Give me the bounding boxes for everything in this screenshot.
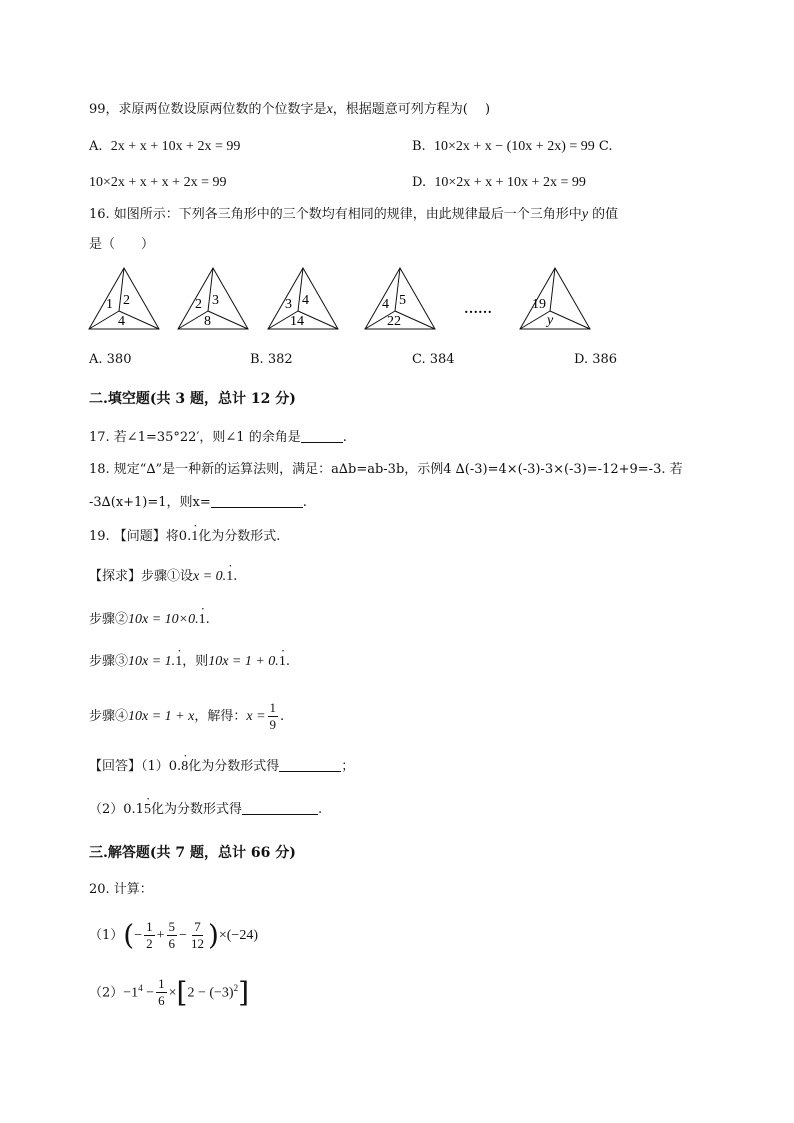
q20-part2-close-bracket: ] [238, 975, 249, 1009]
q18-line2 [89, 493, 307, 513]
q17 [89, 428, 347, 448]
q16-option-c: C. 384 [412, 352, 455, 367]
q20-part1-open-paren: ( [123, 918, 135, 952]
q20-part1: （1）(− $\frac{1}{2}$ + $\frac{5}{6}$ − $\frac{7}{12}$ )×(−24) [89, 918, 258, 952]
q20-title: 20. 计算： [89, 882, 153, 897]
q16-triangles-figure [86, 266, 606, 336]
q19-step4-den: 9 [269, 717, 277, 732]
q15-var: x [326, 102, 333, 117]
q19-step3-math-a: 10x = 1. [128, 654, 176, 669]
q19-answer1-end: 化为分数形式得 [188, 759, 280, 774]
q19-step4-fraction [268, 700, 279, 733]
q19-answer2-text: （2）0.1 [89, 802, 144, 817]
q19-step4-label: 步骤④ [89, 709, 129, 724]
triangle-2 [178, 268, 248, 329]
q15-option-b-label: B. [412, 139, 426, 154]
q20-part1-close-paren: ) [207, 918, 219, 952]
q19-step4: 步骤④10x = 1 + x，解得：x = $\frac{1}{9}$ . [89, 700, 285, 732]
q20-part1-fraction-2 [167, 919, 178, 952]
q19-step1-digit: · 1 [226, 567, 233, 587]
q15-stem-text: 99，求原两位数设原两位数的个位数字是 [89, 102, 327, 117]
q15-option-b-math: 10×2x + x − (10x + 2x) = 99 [433, 139, 595, 154]
q19-step3-math-b: 10x = 1 + 0. [208, 654, 279, 669]
q19-step2-label: 步骤② [89, 612, 129, 627]
q20-part2-inner-exp: 2 [233, 983, 239, 993]
q16-stem-line2-text: 是（ ） [89, 237, 155, 252]
triangle-2-b: 3 [212, 293, 219, 308]
q19-problem [89, 527, 280, 547]
section-3-heading: 三.解答题(共 7 题，总计 66 分) [89, 845, 296, 861]
ellipsis: …… [464, 302, 492, 317]
triangle-5 [520, 268, 590, 329]
triangle-1-c: 4 [118, 314, 125, 329]
triangle-4-b: 5 [399, 293, 406, 308]
q20-part1-label: （1） [89, 928, 124, 943]
triangle-3-c: 14 [290, 314, 304, 329]
q19-step2-digit: · 1 [199, 610, 206, 630]
q20-part2: $(2)-1^4$ − $\frac{1}{6}$ $\times[2 - (-3)^2]$ [89, 975, 249, 1009]
q20-part1-f3-den: 12 [190, 936, 204, 951]
q19-step1-math: x = 0. [193, 569, 227, 584]
q19-step3-digit-b: · 1 [279, 652, 286, 672]
q15-option-c [89, 173, 226, 193]
q19-step2: 步骤②10x = 10×0.· 1. [89, 610, 210, 630]
q15-option-a-math: 2x + x + 10x + 2x = 99 [110, 139, 241, 154]
q19-answer2-blank[interactable] [242, 800, 318, 815]
q20-part2-inner: 2 − (−3) [187, 985, 234, 1001]
q19-answer1-digit: · 8 [181, 757, 188, 777]
q18-answer-blank[interactable] [211, 493, 303, 508]
q19-step3-mid: ，则 [182, 654, 209, 669]
q20-part2-f-den: 6 [158, 993, 165, 1009]
q20-part1-f2-den: 6 [168, 936, 176, 951]
triangle-1-a: 1 [106, 297, 113, 312]
q20-part1-f1-den: 2 [146, 936, 153, 951]
q20-part1-f3-num: 7 [194, 919, 201, 934]
q15-option-a-label: A. [89, 139, 103, 154]
q15-stem-end: ，根据题意可列方程为( ) [332, 102, 491, 117]
q17-answer-blank[interactable] [301, 428, 343, 443]
q19-step1: 【探求】步骤①设x = 0.· 1. [89, 567, 237, 587]
q20-part1-f1-num: 1 [146, 919, 153, 934]
q16-var: y [581, 207, 589, 222]
q19-problem-text: 19. 【问题】将0. [89, 529, 192, 544]
triangle-3-b: 4 [302, 293, 309, 308]
q20-part1-fraction-1 [144, 919, 155, 952]
q19-answer1 [89, 757, 354, 777]
triangle-4 [365, 268, 435, 329]
q18-line1: 18. 规定“∆”是一种新的运算法则，满足：a∆b=ab-3b，示例4 ∆(-3)=4×(-3)-3×(-3)=-12+9=-3. 若 [89, 462, 683, 477]
q18-end: . [302, 495, 307, 510]
q15-option-a [89, 137, 240, 157]
q19-step4-result: x = [246, 709, 266, 724]
q15-option-c-label: C. [598, 139, 613, 154]
q20-part2-label: （2） [89, 985, 124, 1001]
triangle-3-a: 3 [285, 297, 292, 312]
q19-step2-math: 10x = 10×0. [128, 612, 199, 627]
q18-line2-text: -3∆(x+1)=1，则x= [89, 495, 211, 510]
q15-option-c-math: 10×2x + x + x + 2x = 99 [89, 175, 227, 190]
q16-stem-end: 的值 [592, 207, 619, 222]
q16-stem-line2 [89, 235, 154, 255]
q19-step3: 步骤③10x = 1.· 1，则10x = 1 + 0.· 1. [89, 652, 290, 672]
q19-answer1-text: 【回答】（1）0. [89, 759, 182, 774]
q19-step4-math: 10x = 1 + x [128, 709, 195, 724]
section-2-heading: 二.填空题(共 3 题，总计 12 分) [89, 391, 296, 407]
triangle-2-c: 8 [204, 314, 211, 329]
q19-step3-digit-a: · 1 [175, 652, 182, 672]
q16-stem [89, 205, 618, 225]
q19-answer1-tail: ； [341, 759, 355, 774]
triangle-4-a: 4 [382, 297, 389, 312]
q15-option-d [412, 173, 586, 193]
q17-end: . [342, 430, 347, 445]
q19-step4-num: 1 [269, 700, 277, 715]
q19-answer1-blank[interactable] [279, 757, 341, 772]
q20-part2-exp: 4 [138, 983, 143, 993]
q19-step4-mid: ，解得： [194, 709, 247, 724]
q16-stem-text: 16. 如图所示：下列各三角形中的三个数均有相同的规律，由此规律最后一个三角形中 [89, 207, 582, 222]
triangle-2-a: 2 [195, 297, 202, 312]
q20-part1-fraction-3 [189, 919, 206, 952]
triangle-5-a: 19 [532, 297, 546, 312]
triangle-1 [89, 268, 159, 329]
triangle-5-c: y [547, 313, 554, 328]
q19-answer2 [89, 800, 322, 820]
q19-repeating-digit: · 1 [191, 527, 198, 547]
q16-option-b: B. 382 [250, 352, 293, 367]
triangle-4-c: 22 [387, 314, 401, 329]
q20-part1-f2-num: 5 [168, 919, 176, 934]
q16-option-a: A. 380 [89, 352, 132, 367]
q15-option-d-math: 10×2x + x + 10x + 2x = 99 [434, 175, 586, 190]
q20-part1-tail: ×(−24) [218, 928, 258, 943]
q19-problem-end: 化为分数形式. [198, 529, 281, 544]
q20-part2-head: −1 [123, 985, 139, 1001]
q17-text: 17. 若∠1=35°22′，则∠1 的余角是 [89, 430, 301, 445]
q19-step3-label: 步骤③ [89, 654, 129, 669]
q19-step1-text: 【探求】步骤①设 [89, 569, 194, 584]
q19-answer2-end: 化为分数形式得 [150, 802, 242, 817]
q20-part2-fraction [156, 976, 167, 1009]
q16-option-d: D. 386 [574, 352, 618, 367]
q19-answer2-tail: . [317, 802, 323, 817]
q15-stem [89, 100, 490, 120]
q15-option-b [412, 137, 613, 157]
q20-part2-open-bracket: [ [176, 975, 188, 1009]
triangle-3 [268, 268, 338, 329]
q15-option-d-label: D. [412, 175, 427, 190]
q19-answer2-digit: · 5 [144, 800, 151, 820]
q20-part2-f-num: 1 [158, 976, 165, 992]
triangle-1-b: 2 [123, 293, 130, 308]
